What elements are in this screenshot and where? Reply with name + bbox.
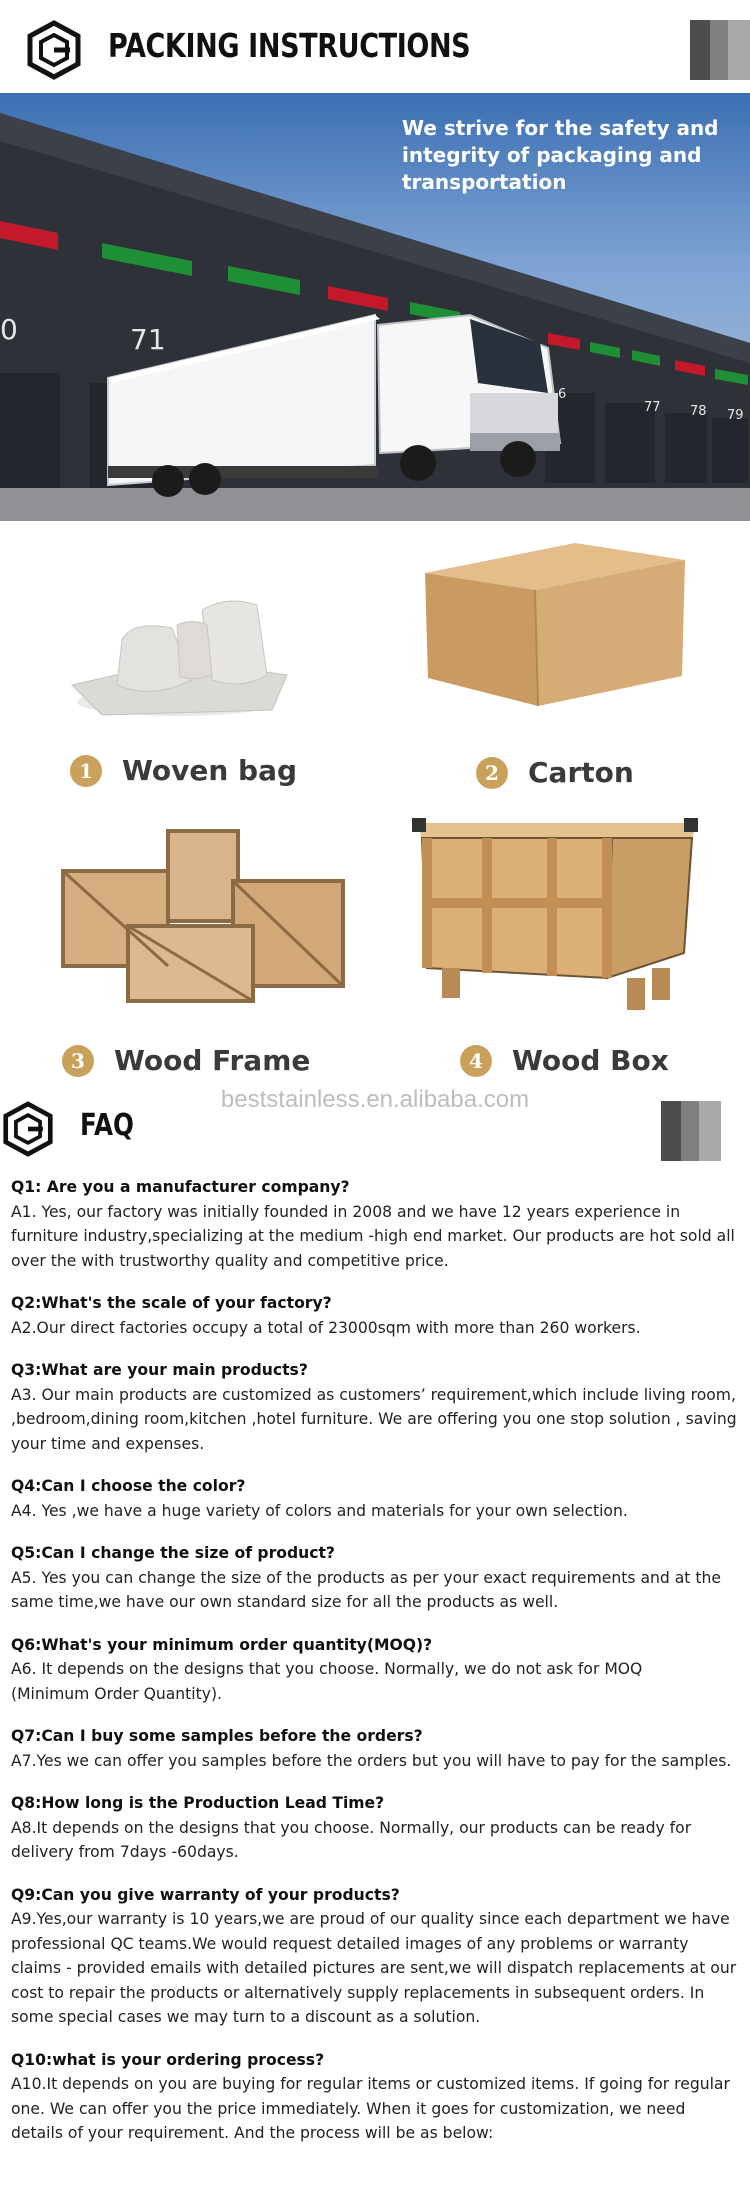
faq-question: Q1: Are you a manufacturer company? [11,1178,350,1196]
watermark: beststainless.en.alibaba.com [220,1086,530,1113]
faq-answer: A1. Yes, our factory was initially founded in 2008 and we have 12 years experience in furniture industry,specializing at the medium -high end market. Our products are hot sold all over the with trustworthy quality and competitive price. [11,1202,735,1270]
faq-answer: A5. Yes you can change the size of the products as per your exact requirements and at the same time,we have our own standard size for all the products as well. [11,1568,721,1611]
faq-item [11,1883,741,2030]
packing-name: Wood Frame [114,1044,311,1077]
packing-name: Carton [528,756,634,789]
packing-name: Woven bag [122,754,298,787]
faq-question: Q10:what is your ordering process? [11,2050,325,2069]
faq-item [11,2048,741,2146]
faq-question: Q3:What are your main products? [11,1361,308,1379]
packing-option-wood-box [460,1044,669,1077]
faq-item [11,1358,741,1456]
faq-answer: A3. Our main products are customized as customers’ requirement,which include living room, ,bedroom,dining room,kitchen ,hotel furniture. We are offering you one stop solution , saving your time and expenses. [11,1385,737,1453]
faq-header [0,1098,750,1168]
faq-list [11,1175,741,2164]
woven-bag-image [62,590,292,720]
faq-question: Q4:Can I choose the color? [11,1477,246,1495]
faq-answer: A2.Our direct factories occupy a total of 23000sqm with more than 260 workers. [11,1318,641,1337]
faq-item [11,1175,741,1273]
faq-answer: A9.Yes,our warranty is 10 years,we are proud of our quality since each department we have professional QC teams.We would request detailed images of any problems or warranty claims - provided emails with detailed pictures are sent,we will dispatch replacements at our cost to repair the products or alternatively supply replacements in subsequent orders. In some special cases we may turn to a discount as a solution. [11,1910,737,2026]
faq-item [11,1633,741,1707]
dock-number: 79 [727,408,744,423]
banner-slogan: We strive for the safety and integrity of packaging and transportation [402,116,719,194]
wood-frame-image [58,826,348,1006]
dock-number: 77 [644,400,661,415]
faq-item [11,1291,741,1340]
faq-question: Q5:Can I change the size of product? [11,1544,335,1562]
dock-number: 0 [0,313,18,346]
header-stripes-decoration [690,20,750,80]
packing-option-woven-bag [70,754,297,787]
faq-question: Q6:What's your minimum order quantity(MOQ)? [11,1635,433,1654]
faq-question: Q8:How long is the Production Lead Time? [11,1794,385,1812]
warehouse-truck-banner [0,93,750,521]
faq-answer: A7.Yes we can offer you samples before the orders but you will have to pay for the samples. [11,1751,732,1770]
faq-answer: A4. Yes ,we have a huge variety of colors and materials for your own selection. [11,1501,628,1520]
faq-title: FAQ [80,1108,134,1143]
page-title: PACKING INSTRUCTIONS [108,26,471,65]
packing-option-carton [476,756,634,789]
faq-answer: A8.It depends on the designs that you choose. Normally, our products can be ready for delivery from 7days -60days. [11,1818,692,1861]
faq-item [11,1541,741,1615]
wood-box-image [412,818,702,1014]
number-badge: 2 [476,757,508,789]
packing-option-wood-frame [62,1044,310,1077]
packing-name: Wood Box [512,1044,669,1077]
hexagon-logo-icon [26,20,82,80]
faq-question: Q7:Can I buy some samples before the orders? [11,1727,423,1745]
faq-question: Q2:What's the scale of your factory? [11,1294,332,1312]
faq-item [11,1791,741,1865]
faq-item [11,1474,741,1523]
faq-question: Q9:Can you give warranty of your products? [11,1885,400,1904]
dock-number: 6 [558,387,567,402]
faq-answer: A10.It depends on you are buying for regular items or customized items. If going for regular one. We can offer you the price immediately. When it goes for customization, we need details of your requirement. And the process will be as below: [11,2075,730,2142]
page-header [0,0,750,93]
faq-stripes-decoration [661,1101,721,1161]
number-badge: 1 [70,755,102,787]
hexagon-logo-icon [2,1100,54,1158]
number-badge: 3 [62,1045,94,1077]
number-badge: 4 [460,1045,492,1077]
faq-item [11,1724,741,1773]
carton-box-image [420,538,690,708]
dock-number: 71 [130,323,166,356]
dock-number: 78 [690,404,707,419]
faq-answer: A6. It depends on the designs that you choose. Normally, we do not ask for MOQ (Minimum Order Quantity). [11,1660,643,1703]
